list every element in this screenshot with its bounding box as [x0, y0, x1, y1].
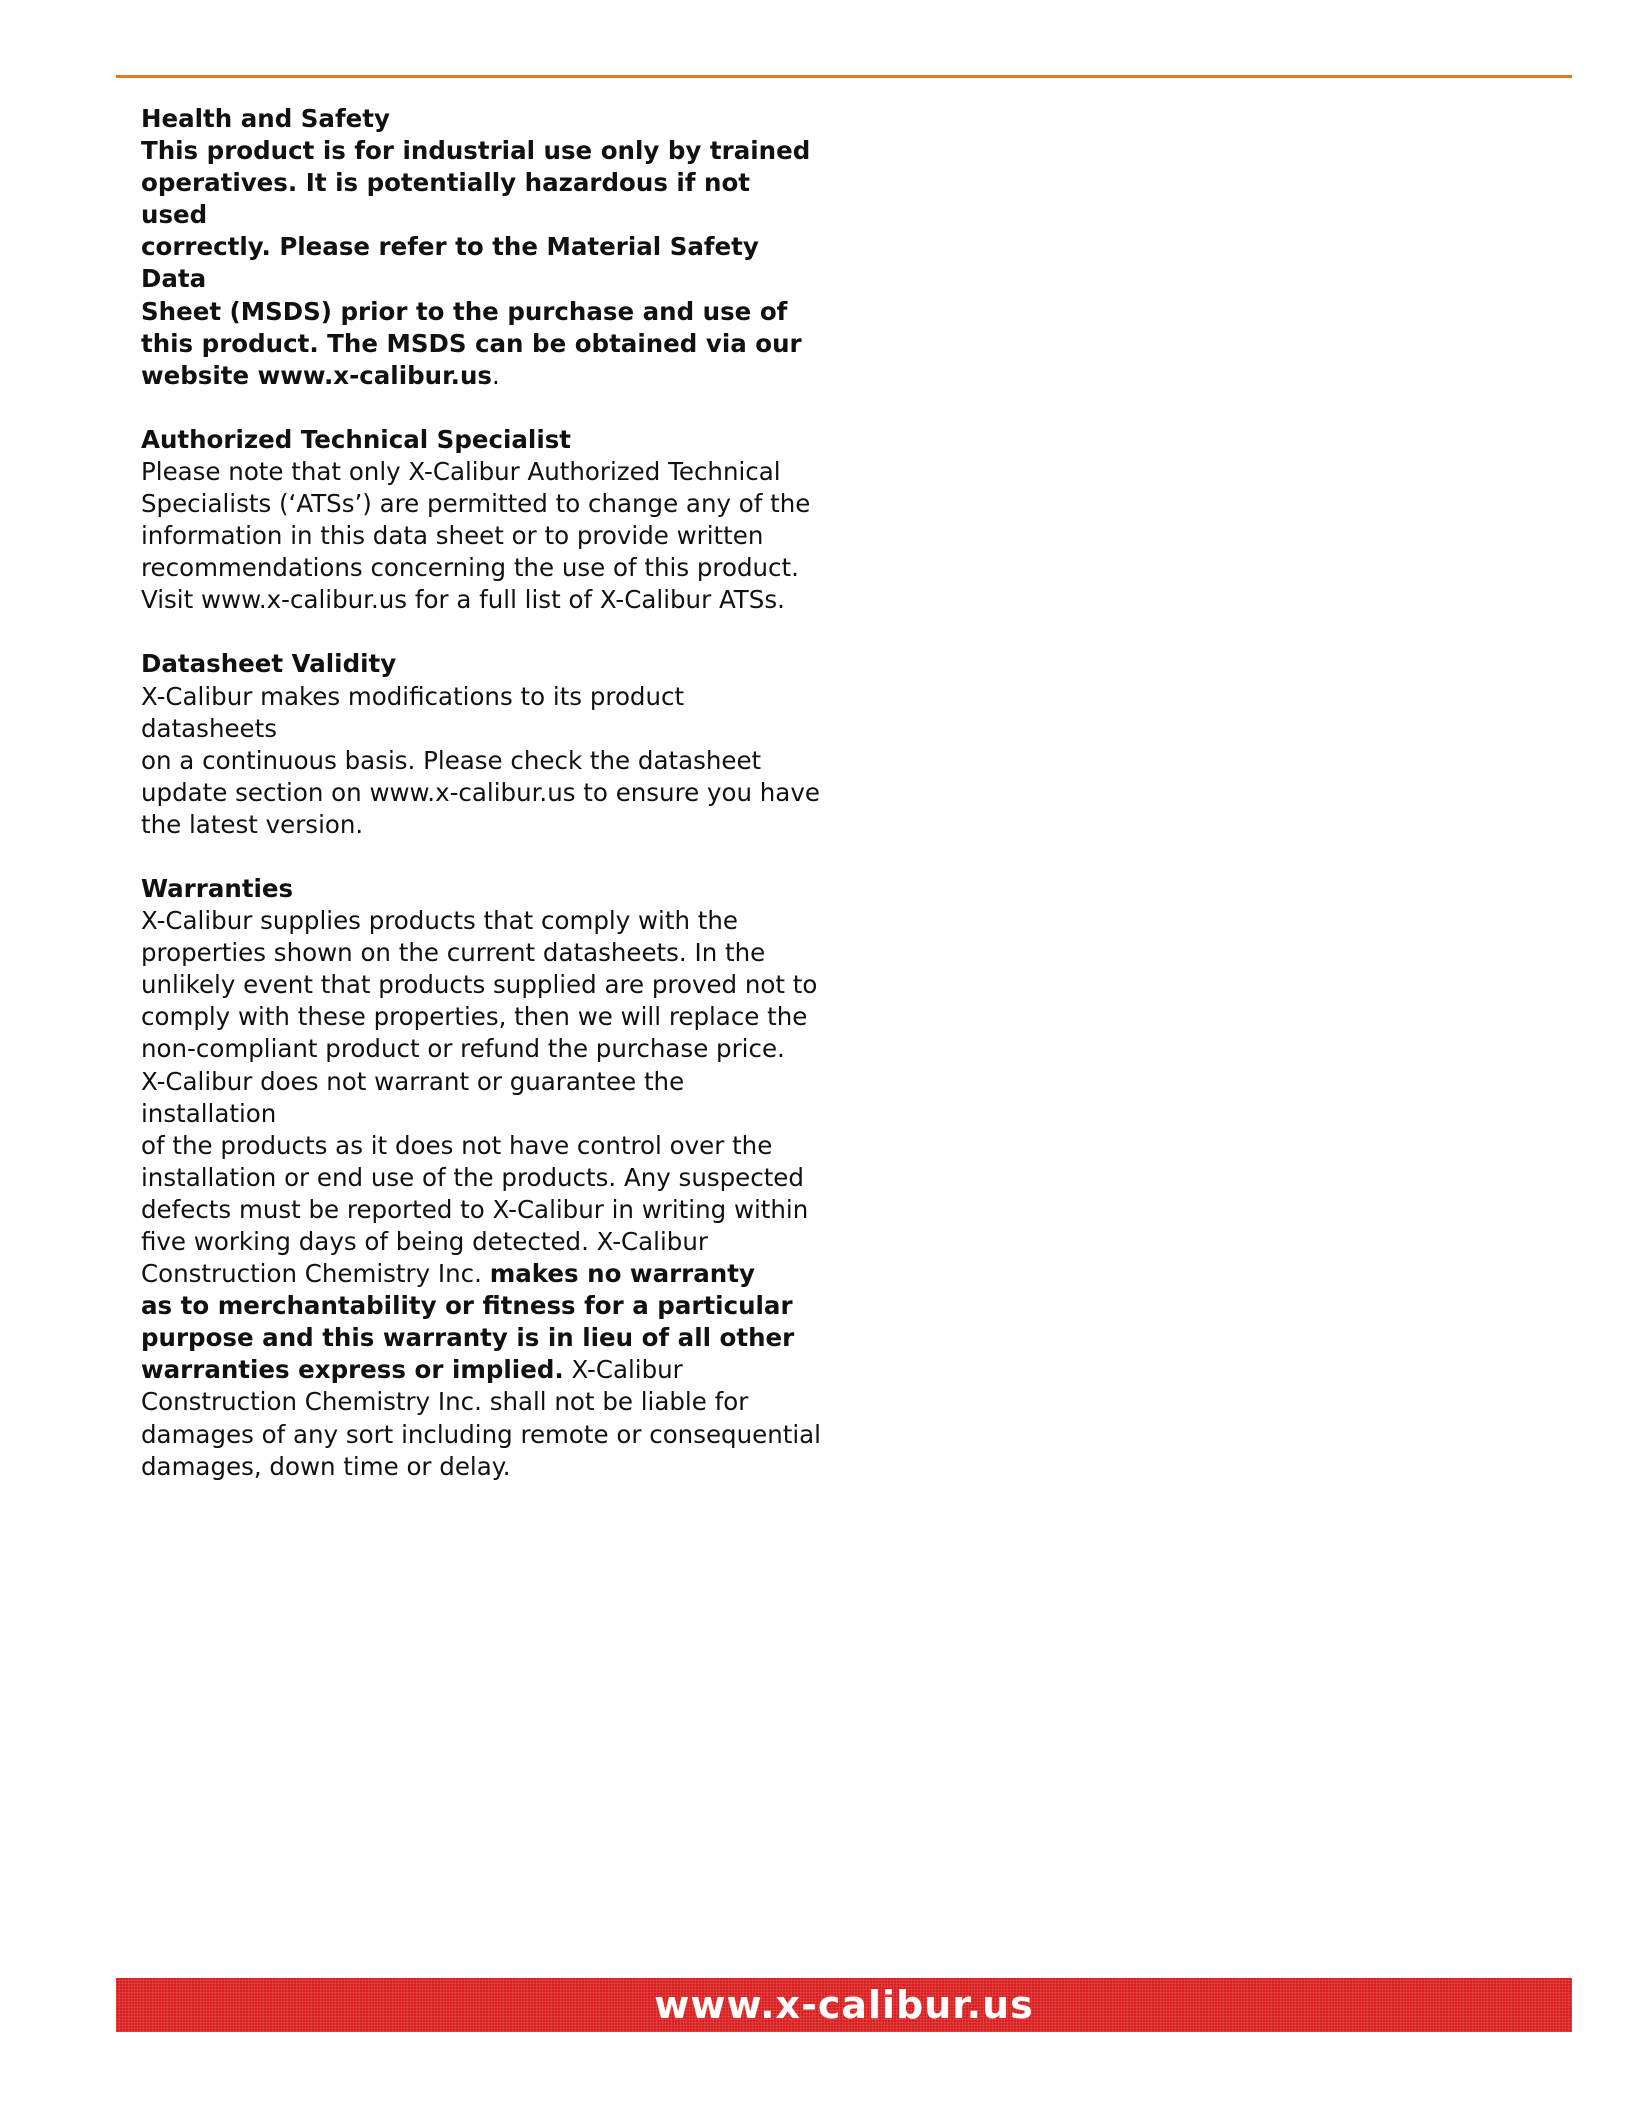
- warranties-text: [141, 905, 821, 1483]
- warranties-text-part1: X-Calibur supplies products that comply with the properties shown on the current datasheets. In the unlikely event that products supplied are proved not to comply with these properties, then we will replace the non-compliant product or refund the purchase price. X-Calibur does not warrant or guarantee the installation of the products as it does not have control over the installation or end use of the products. Any suspected defects must be reported to X-Calibur in writing within five working days of being detected. X-Calibur Construction Chemistry Inc.: [141, 906, 818, 1289]
- warranties-text-part2: X-Calibur Construction Chemistry Inc. shall not be liable for damages of any sort including remote or consequential damages, down time or delay.: [141, 1355, 821, 1481]
- datasheet-validity-text: X-Calibur makes modifications to its product datasheets on a continuous basis. Please check the datasheet update section on www.x-calibur.us to ensure you have the latest version.: [141, 681, 820, 839]
- section-health-and-safety: [141, 103, 821, 392]
- datasheet-validity-heading: Datasheet Validity: [141, 649, 397, 679]
- ats-heading: Authorized Technical Specialist: [141, 424, 572, 454]
- section-datasheet-validity: [141, 648, 821, 841]
- warranties-heading: Warranties: [141, 873, 294, 903]
- health-and-safety-tail: .: [492, 360, 500, 390]
- document-body: [141, 103, 821, 1515]
- health-and-safety-heading: Health and Safety: [141, 104, 390, 133]
- footer-website-link[interactable]: www.x-calibur.us: [654, 1983, 1034, 2027]
- ats-text: Please note that only X-Calibur Authorized Technical Specialists (‘ATSs’) are permitted to change any of the information in this data sheet or to provide written recommendations concerning the use of this product. Visit www.x-calibur.us for a full list of X-Calibur ATSs.: [141, 456, 811, 615]
- health-and-safety-text: [141, 135, 821, 392]
- warranties-disclaimer-bold: makes no warranty as to merchantability or fitness for a particular purpose and this warranty is in lieu of all other warranties express or implied.: [141, 1259, 795, 1385]
- section-authorized-technical-specialist: [141, 424, 821, 617]
- footer-bar: [116, 1978, 1572, 2032]
- health-and-safety-bold-text: This product is for industrial use only by trained operatives. It is potentially hazardous if not used correctly. Please refer to the Material Safety Data Sheet (MSDS) prior to the purchase and use of this product. The MSDS can be obtained via our website www.x-calibur.us: [141, 136, 811, 390]
- top-divider: [116, 75, 1572, 78]
- section-warranties: [141, 873, 821, 1483]
